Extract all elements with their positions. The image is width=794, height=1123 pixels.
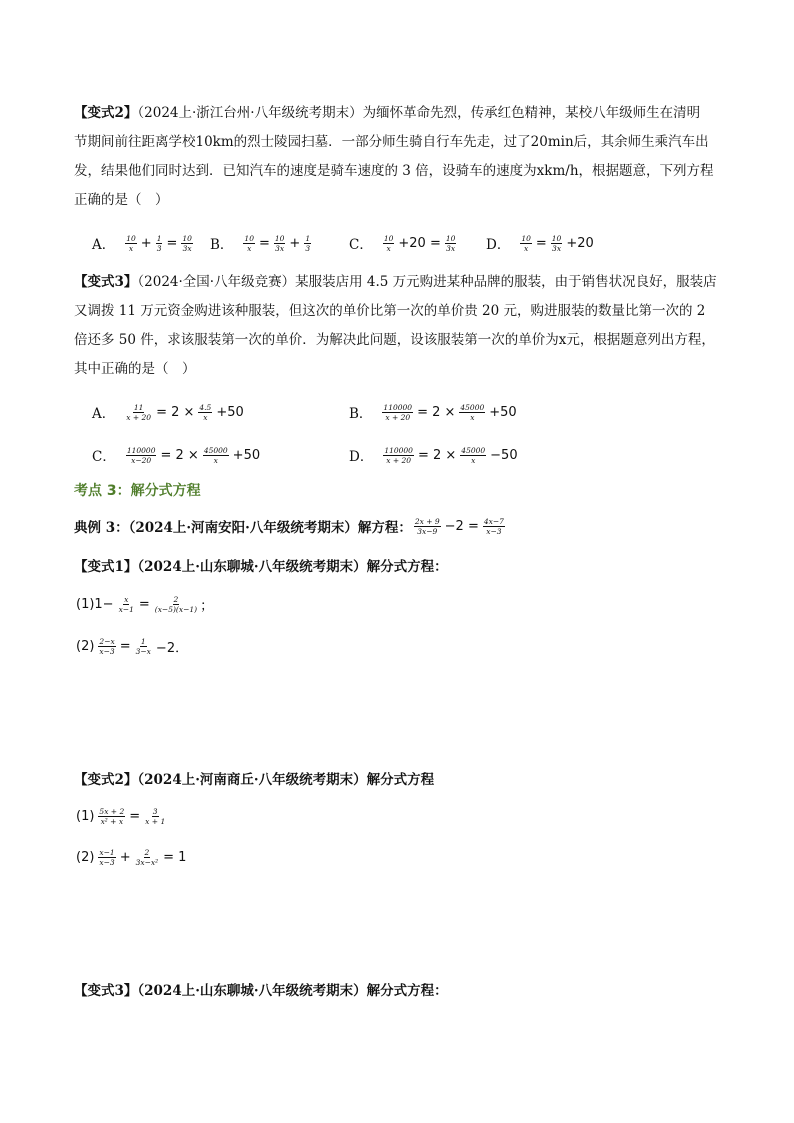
denominator: x	[203, 412, 208, 422]
variant-2b-part-2	[74, 844, 188, 870]
operator: −2 =	[444, 518, 479, 534]
numerator: 10	[244, 233, 254, 243]
fraction	[520, 234, 532, 253]
denominator: 3x−9	[417, 526, 438, 536]
variant-1-part-2	[74, 633, 190, 659]
fraction	[181, 234, 193, 253]
fraction	[459, 403, 485, 422]
option-label: D．	[486, 237, 511, 253]
operator: +50	[232, 447, 261, 463]
numerator: 45000	[460, 402, 485, 412]
fraction	[125, 234, 137, 253]
option-b[interactable]	[210, 229, 313, 257]
numerator: 1	[140, 636, 146, 646]
denominator: x	[128, 243, 134, 253]
numerator: 45000	[461, 445, 486, 455]
denominator: x + 20	[386, 455, 412, 465]
numerator: x−1	[99, 847, 115, 857]
fraction	[551, 234, 563, 253]
problem-line	[74, 99, 724, 128]
operator: =	[119, 638, 131, 654]
denominator: x−1	[118, 604, 134, 614]
variant-2b-title	[74, 765, 434, 791]
denominator: 3x	[275, 243, 285, 253]
numerator: 110000	[126, 445, 156, 455]
problem-text: 倍还多 50 件，求该服装第一次的单价．为解决此问题，设该服装第一次的单价为x元，根据题意列出方程，	[74, 332, 715, 348]
option-d[interactable]	[349, 441, 520, 469]
numerator: 110000	[384, 445, 413, 455]
operator: =	[535, 235, 547, 251]
problem-text: 发，结果他们同时达到．已知汽车的速度是骑车速度的 3 倍，设骑车的速度为xkm/h，根据题意，下列方程	[74, 163, 714, 179]
fraction	[483, 517, 505, 536]
problem-text: 又调拨 11 万元资金购进该种服装，但这次的单价比第一次的单价贵 20 元，购进服装的数量比第一次的 2	[74, 303, 706, 319]
operator: = 2 ×	[417, 447, 457, 463]
option-label: A．	[92, 237, 116, 253]
operator: = 2 ×	[160, 447, 199, 463]
denominator: x	[213, 455, 218, 465]
problem-text: 【变式2】（2024上·河南商丘·八年级统考期末）解分式方程	[74, 772, 435, 788]
fraction	[135, 637, 152, 656]
denominator: x	[386, 243, 391, 253]
problem-variant-3	[74, 268, 724, 384]
numerator: 11	[133, 402, 144, 412]
option-label: D．	[349, 449, 374, 465]
options-row	[92, 398, 692, 426]
fraction	[304, 234, 311, 253]
problem-variant-2	[74, 99, 724, 215]
operator: −2．	[155, 640, 189, 656]
option-c[interactable]	[92, 441, 262, 469]
option-label: B．	[349, 406, 373, 422]
fraction	[98, 637, 115, 656]
options-row	[92, 229, 692, 257]
numerator: 4x−7	[483, 516, 504, 526]
part-label: (2)	[76, 638, 95, 654]
variant-tag: 【变式3】	[74, 274, 138, 290]
option-b[interactable]	[349, 398, 519, 426]
denominator: x−3	[99, 857, 115, 867]
denominator: x−3	[99, 646, 115, 656]
option-c[interactable]	[349, 229, 458, 257]
denominator: 3	[305, 243, 311, 253]
variant-2b-part-1	[74, 803, 168, 829]
option-a[interactable]	[92, 398, 246, 426]
option-label: B．	[210, 237, 234, 253]
numerator: 1	[305, 233, 311, 243]
part-label: (2)	[76, 849, 95, 865]
variant-tag: 【变式2】	[74, 105, 138, 121]
denominator: x² + x	[100, 816, 124, 826]
denominator: x + 1	[145, 816, 166, 826]
denominator: x + 20	[126, 412, 152, 422]
denominator: x	[470, 412, 475, 422]
numerator: 10	[182, 233, 192, 243]
variant-1-title	[74, 552, 448, 578]
operator: = 1	[163, 849, 187, 865]
fraction	[460, 446, 486, 465]
denominator: 3x	[182, 243, 192, 253]
example-3	[74, 513, 507, 539]
numerator: x	[124, 594, 129, 604]
fraction	[383, 234, 395, 253]
denominator: 3x	[552, 243, 562, 253]
numerator: 3	[152, 806, 158, 816]
fraction	[98, 807, 125, 826]
numerator: 4.5	[199, 402, 212, 412]
fraction	[274, 234, 286, 253]
option-label: C．	[92, 449, 116, 465]
fraction	[125, 403, 152, 422]
fraction	[98, 848, 115, 867]
example-text: 典例 3：（2024上·河南安阳·八年级统考期末）解方程：	[74, 520, 412, 536]
option-label: A．	[92, 406, 116, 422]
numerator: 45000	[203, 445, 228, 455]
operator: =	[258, 235, 270, 251]
denominator: x	[523, 243, 529, 253]
denominator: x	[471, 455, 476, 465]
operator: +50	[216, 404, 244, 420]
problem-line	[74, 268, 724, 297]
denominator: x + 20	[385, 412, 411, 422]
part-label: (1)1−	[76, 596, 114, 612]
fraction	[383, 446, 414, 465]
numerator: 10	[274, 233, 285, 243]
numerator: 2	[144, 847, 150, 857]
fraction	[144, 807, 166, 826]
numerator: 110000	[383, 402, 413, 412]
denominator: 3−x	[135, 646, 151, 656]
operator: =	[166, 235, 178, 251]
option-label: C．	[349, 237, 373, 253]
numerator: 5x + 2	[99, 806, 125, 816]
operator: +20 =	[398, 235, 441, 251]
numerator: 10	[383, 233, 394, 243]
fraction	[135, 848, 160, 867]
problem-text: （2024上·浙江台州·八年级统考期末）为缅怀革命先烈，传承红色精神，某校八年级师生在清明	[137, 105, 701, 121]
numerator: 2x + 9	[414, 516, 440, 526]
denominator: 3	[156, 243, 162, 253]
option-a[interactable]	[92, 229, 195, 257]
denominator: (x−5)(x−1)	[154, 604, 198, 614]
problem-text: （2024·全国·八年级竞赛）某服装店用 4.5 万元购进某种品牌的服装，由于销售状况良好，服装店	[137, 274, 717, 290]
problem-text: 【变式1】（2024上·山东聊城·八年级统考期末）解分式方程：	[74, 559, 448, 575]
problem-text: 正确的是（ ）	[74, 192, 169, 208]
fraction	[156, 234, 163, 253]
problem-text: 其中正确的是（ ）	[74, 361, 196, 377]
operator: +	[119, 849, 131, 865]
variant-1-part-1	[74, 591, 214, 617]
operator: +	[289, 235, 301, 251]
numerator: 2	[173, 594, 179, 604]
operator: =	[138, 596, 150, 612]
operator: −50	[490, 447, 518, 463]
fraction	[154, 595, 198, 614]
denominator: x	[247, 243, 252, 253]
denominator: x−3	[486, 526, 502, 536]
fraction	[382, 403, 413, 422]
fraction	[203, 446, 229, 465]
operator: = 2 ×	[417, 404, 456, 420]
problem-text: 节期间前往距离学校10km的烈士陵园扫墓．一部分师生骑自行车先走，过了20min后，其余师生乘汽车出	[74, 134, 709, 150]
operator: +50	[489, 404, 517, 420]
denominator: 3x	[446, 243, 456, 253]
operator: = 2 ×	[156, 404, 195, 420]
punctuation: ；	[200, 598, 214, 614]
fraction	[445, 234, 457, 253]
numerator: 10	[551, 233, 562, 243]
fraction	[126, 446, 157, 465]
fraction	[243, 234, 255, 253]
numerator: 10	[126, 233, 136, 243]
numerator: 2−x	[99, 636, 115, 646]
fraction	[414, 517, 441, 536]
fraction	[118, 595, 135, 614]
part-label: (1)	[76, 808, 95, 824]
options-row	[92, 441, 692, 469]
variant-3b-title	[74, 976, 448, 1002]
option-d[interactable]	[486, 229, 596, 257]
denominator: 3x−x²	[135, 857, 159, 867]
operator: =	[129, 808, 141, 824]
denominator: x−20	[131, 455, 152, 465]
problem-text: 【变式3】（2024上·山东聊城·八年级统考期末）解分式方程：	[74, 983, 448, 999]
numerator: 10	[521, 233, 531, 243]
operator: +20	[566, 235, 594, 251]
section-heading: 考点 3：解分式方程	[74, 483, 201, 499]
numerator: 10	[445, 233, 456, 243]
operator: +	[140, 235, 152, 251]
fraction	[198, 403, 212, 422]
numerator: 1	[156, 233, 162, 243]
